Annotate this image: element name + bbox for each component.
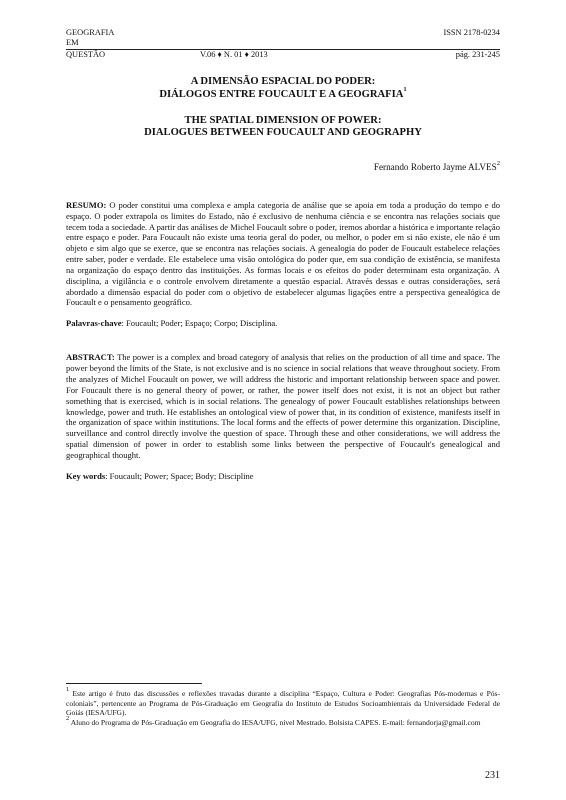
footnote-1-text: Este artigo é fruto das discussões e reflexões travadas durante a disciplina “Espaço, Cultura e Poder: Geografias Pós-modernas e Pós-coloniais”, pertencente ao Programa de Pós-Graduação em Geografia do Instituto de Estudos Socioambientais da Universidade Federal de Goiás (IESA/UFG). <box>66 689 500 718</box>
journal-name-line2-rule <box>66 38 500 49</box>
palavras-chave-text: : Foucault; Poder; Espaço; Corpo; Disciplina. <box>121 318 278 329</box>
footnotes <box>66 686 500 727</box>
journal-name-line2: EM <box>66 38 79 48</box>
title-pt-line1: A DIMENSÃO ESPACIAL DO PODER: <box>190 76 376 88</box>
journal-name-line3: QUESTÃO <box>66 49 106 59</box>
title-pt-line2-wrap <box>66 86 500 101</box>
footnote-ref-1: 1 <box>403 86 407 94</box>
author-name: Fernando Roberto Jayme ALVES <box>373 161 497 172</box>
volume-info: V.06 ♦ N. 01 ♦ 2013 <box>200 49 268 59</box>
abstract-paragraph <box>66 352 500 460</box>
key-words-label: Key words <box>66 470 106 481</box>
footnote-1-mark: 1 <box>66 686 70 694</box>
author-line <box>66 159 500 172</box>
resumo-text: O poder constitui uma complexa e ampla categoria de análise que se apoia em toda a produção do tempo e do espaço. O poder extrapola os limites do Estado, não é exclusivo de nenhuma ciência e se encontra nas relações sociais que tecem toda a sociedade. A partir das análises de Michel Foucault sobre o poder, iremos abordar a histórica e importante relação entre espaço e poder. Para Foucault não existe uma teoria geral do poder, ou melhor, o poder em si não existe, ele não é um objeto e sim algo que se exerce, que se encontra nas relações sociais. A genealogia do poder de Foucault estabelece relações entre saber, poder e verdade. Ele estabelece uma visão ontológica do poder que, em sua condição de existência, se manifesta na organização do espaço dentro das instituições. As formas locais e os efeitos do poder determinam esta organização. A disciplina, a vigilância e o controle envolvem diretamente a questão espacial. Através dessas e outras considerações, será abordado a dimensão espacial do poder com o objetivo de estabelecer algumas ligações entre a perspectiva genealógica de Foucault e o pensamento geográfico. <box>66 199 500 308</box>
footnote-1 <box>66 686 500 718</box>
palavras-chave <box>66 318 500 328</box>
title-portuguese <box>66 76 500 101</box>
footnote-2-text: Aluno do Programa de Pós-Graduação em Geografia do IESA/UFG, nível Mestrado. Bolsista CAPES. E-mail: fernandorja@gmail.com <box>69 717 481 727</box>
title-en-line2: DIALOGUES BETWEEN FOUCAULT AND GEOGRAPHY <box>144 127 422 139</box>
key-words <box>66 471 500 481</box>
resumo-paragraph <box>66 200 500 308</box>
abstract-label: ABSTRACT: <box>66 352 115 363</box>
footnote-2 <box>66 715 500 728</box>
article-page <box>66 28 501 727</box>
title-english <box>66 115 500 140</box>
palavras-chave-label: Palavras-chave <box>66 318 122 329</box>
footnote-ref-2: 2 <box>496 159 500 167</box>
key-words-text: : Foucault; Power; Space; Body; Discipline <box>105 470 254 481</box>
journal-name-line1: GEOGRAFIA <box>66 28 115 37</box>
title-pt-line2: DIÁLOGOS ENTRE FOUCAULT E A GEOGRAFIA <box>159 88 404 100</box>
resumo-label: RESUMO: <box>66 199 107 210</box>
journal-header <box>66 28 500 60</box>
footnote-2-mark: 2 <box>66 715 70 723</box>
page-number: 231 <box>485 770 500 781</box>
issn: ISSN 2178-0234 <box>443 28 500 37</box>
footnote-rule <box>66 683 202 684</box>
abstract-text: The power is a complex and broad category of analysis that relies on the production of all time and space. The power beyond the limits of the State, is not exclusive and is no science in social relations that weave throughout society. From the analyzes of Michel Foucault on power, we will address the historic and important relationship between space and power. For Foucault there is no general theory of power, or rather, the power itself does not exist, it is not an object but rather something that is exercised, which is in social relations. The genealogy of power Foucault establishes relationships between knowledge, power and truth. He establishes an ontological view of power that, in its condition of existence, manifests itself in the organization of space within institutions. The local forms and the effects of power determine this organization. Discipline, surveillance and control directly involve the question of space. Through these and other considerations, we will address the spatial dimension of power in order to establish some links between the perspective of Foucault's genealogical and geographical thought. <box>66 352 501 460</box>
title-en-line1: THE SPATIAL DIMENSION OF POWER: <box>184 115 382 127</box>
page-range: pág. 231-245 <box>455 49 500 59</box>
